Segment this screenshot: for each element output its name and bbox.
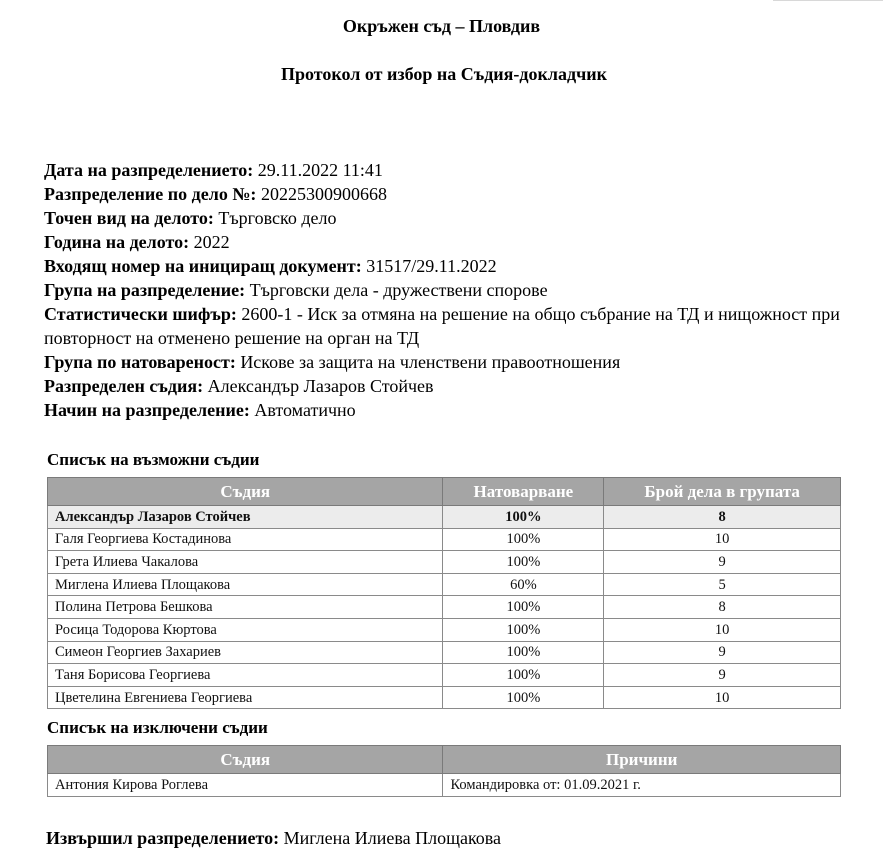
info-label: Точен вид на делото: <box>44 208 214 228</box>
judge-name-cell: Галя Георгиева Костадинова <box>48 528 443 551</box>
table-row <box>48 774 841 797</box>
info-statistical-code <box>44 302 844 350</box>
judge-name-cell: Миглена Илиева Площакова <box>48 573 443 596</box>
judge-name-cell: Росица Тодорова Кюртова <box>48 618 443 641</box>
case-count-cell: 9 <box>604 641 841 664</box>
info-label: Разпределение по дело №: <box>44 184 257 204</box>
info-case-type <box>44 206 844 230</box>
judge-name-cell: Полина Петрова Бешкова <box>48 596 443 619</box>
info-value: Александър Лазаров Стойчев <box>203 376 434 396</box>
case-count-cell: 9 <box>604 664 841 687</box>
info-date <box>44 158 844 182</box>
info-value: Искове за защита на членствени правоотношения <box>235 352 621 372</box>
info-value: Търговско дело <box>213 208 337 228</box>
info-label: Статистически шифър: <box>44 304 237 324</box>
info-label: Група по натовареност: <box>44 352 236 372</box>
info-assigned-judge <box>44 374 844 398</box>
reason-cell: Командировка от: 01.09.2021 г. <box>443 774 841 797</box>
table-header-row <box>48 478 841 506</box>
load-cell: 100% <box>443 686 604 709</box>
load-cell: 100% <box>443 641 604 664</box>
column-header-load: Натоварване <box>443 478 604 506</box>
excluded-judges-title: Списък на изключени съдии <box>47 718 268 737</box>
table-row <box>48 551 841 574</box>
case-count-cell: 8 <box>604 506 841 529</box>
info-label: Група на разпределение: <box>44 280 246 300</box>
possible-judges-table <box>47 477 841 709</box>
load-cell: 100% <box>443 596 604 619</box>
protocol-title: Протокол от избор на Съдия-докладчик <box>280 64 607 84</box>
table-row <box>48 618 841 641</box>
info-value: 20225300900668 <box>256 184 387 204</box>
info-case-year <box>44 230 844 254</box>
info-incoming-number <box>44 254 844 278</box>
info-distribution-group <box>44 278 844 302</box>
info-value: 31517/29.11.2022 <box>361 256 497 276</box>
info-label: Разпределен съдия: <box>44 376 204 396</box>
top-divider <box>773 0 883 1</box>
info-label: Входящ номер на инициращ документ: <box>44 256 362 276</box>
table-row-selected <box>48 506 841 529</box>
possible-judges-title: Списък на възможни съдии <box>47 450 260 469</box>
table-row <box>48 573 841 596</box>
table-row <box>48 528 841 551</box>
table-row <box>48 596 841 619</box>
info-value: 2022 <box>189 232 230 252</box>
judge-name-cell: Грета Илиева Чакалова <box>48 551 443 574</box>
info-label: Дата на разпределението: <box>44 160 254 180</box>
court-name: Окръжен съд – Пловдив <box>342 16 541 36</box>
performer-label: Извършил разпределението: <box>46 828 280 848</box>
judge-name-cell: Таня Борисова Георгиева <box>48 664 443 687</box>
info-case-number <box>44 182 844 206</box>
info-distribution-method <box>44 398 844 422</box>
column-header-judge: Съдия <box>48 746 443 774</box>
info-value: Търговски дела - дружествени спорове <box>245 280 548 300</box>
table-row <box>48 664 841 687</box>
judge-name-cell: Антония Кирова Роглева <box>48 774 443 797</box>
info-value: Автоматично <box>249 400 356 420</box>
column-header-case-count: Брой дела в групата <box>604 478 841 506</box>
load-cell: 60% <box>443 573 604 596</box>
performer-value: Миглена Илиева Площакова <box>279 828 502 848</box>
column-header-reasons: Причини <box>443 746 841 774</box>
info-label: Година на делото: <box>44 232 190 252</box>
load-cell: 100% <box>443 618 604 641</box>
case-count-cell: 8 <box>604 596 841 619</box>
judge-name-cell: Александър Лазаров Стойчев <box>48 506 443 529</box>
column-header-judge: Съдия <box>48 478 443 506</box>
info-value: 29.11.2022 11:41 <box>253 160 383 180</box>
load-cell: 100% <box>443 528 604 551</box>
info-load-group <box>44 350 844 374</box>
case-count-cell: 10 <box>604 528 841 551</box>
judge-name-cell: Цветелина Евгениева Георгиева <box>48 686 443 709</box>
case-count-cell: 10 <box>604 618 841 641</box>
load-cell: 100% <box>443 551 604 574</box>
load-cell: 100% <box>443 664 604 687</box>
judge-name-cell: Симеон Георгиев Захариев <box>48 641 443 664</box>
table-row <box>48 686 841 709</box>
case-count-cell: 5 <box>604 573 841 596</box>
case-count-cell: 10 <box>604 686 841 709</box>
distribution-performer <box>46 828 501 849</box>
info-value: 2600-1 - Иск за отмяна на решение на общо събрание на ТД и нищожност при повторност на отменено решение на орган на ТД <box>44 304 840 348</box>
info-label: Начин на разпределение: <box>44 400 250 420</box>
distribution-info <box>44 158 844 422</box>
case-count-cell: 9 <box>604 551 841 574</box>
load-cell: 100% <box>443 506 604 529</box>
excluded-judges-table <box>47 745 841 797</box>
table-header-row <box>48 746 841 774</box>
table-row <box>48 641 841 664</box>
